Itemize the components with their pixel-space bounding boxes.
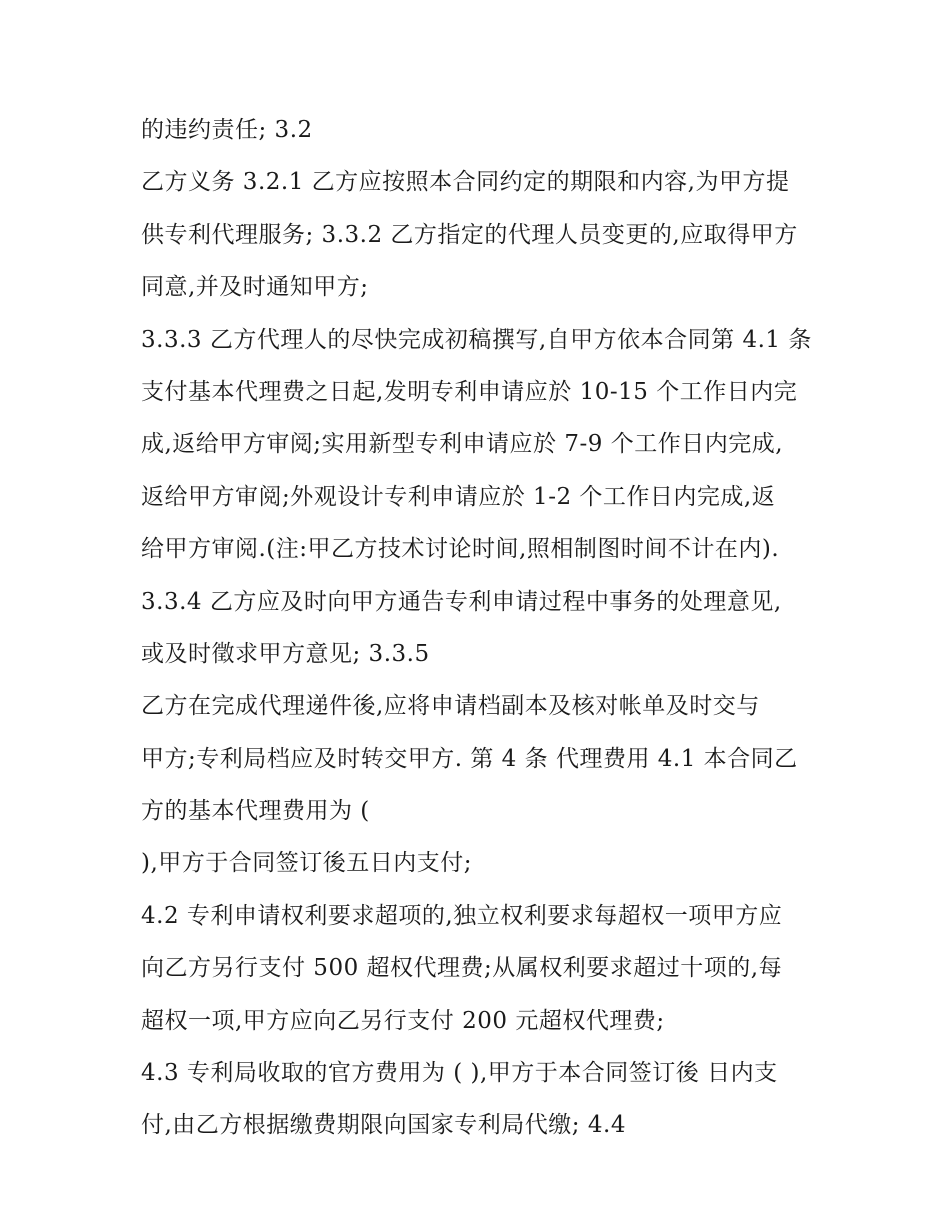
text-line: 4.3 专利局收取的官方费用为 ( ),甲方于本合同签订後 日内支 (141, 1060, 778, 1087)
text-line: 供专利代理服务; 3.3.2 乙方指定的代理人员变更的,应取得甲方 (141, 221, 798, 248)
text-line: 付,由乙方根据缴费期限向国家专利局代缴; 4.4 (141, 1112, 626, 1139)
text-line: 4.2 专利申请权利要求超项的,独立权利要求每超权一项甲方应 (141, 902, 783, 929)
text-line: 成,返给甲方审阅;实用新型专利申请应於 7-9 个工作日内完成, (141, 431, 784, 458)
text-line: 返给甲方审阅;外观设计专利申请应於 1-2 个工作日内完成,返 (141, 483, 776, 510)
text-line: 甲方;专利局档应及时转交甲方. 第 4 条 代理费用 4.1 本合同乙 (141, 745, 798, 772)
text-line: 3.3.4 乙方应及时向甲方通告专利申请过程中事务的处理意见, (141, 588, 782, 615)
text-line: 同意,并及时通知甲方; (141, 274, 369, 301)
text-line: 乙方在完成代理递件後,应将申请档副本及核对帐单及时交与 (141, 693, 760, 720)
text-line: 3.3.3 乙方代理人的尽快完成初稿撰写,自甲方依本合同第 4.1 条 (141, 326, 812, 353)
text-line: 向乙方另行支付 500 超权代理费;从属权利要求超过十项的,每 (141, 955, 783, 982)
text-line: 给甲方审阅.(注:甲乙方技术讨论时间,照相制图时间不计在内). (141, 536, 780, 563)
text-line: 乙方义务 3.2.1 乙方应按照本合同约定的期限和内容,为甲方提 (141, 169, 790, 196)
text-line: 超权一项,甲方应向乙另行支付 200 元超权代理费; (141, 1007, 665, 1034)
text-line: 或及时徵求甲方意见; 3.3.5 (141, 640, 430, 667)
text-line: 方的基本代理费用为 ( (141, 798, 370, 825)
text-line: ),甲方于合同签订後五日内支付; (141, 850, 473, 877)
document-body (141, 108, 821, 1156)
text-line: 支付基本代理费之日起,发明专利申请应於 10-15 个工作日内完 (141, 378, 798, 405)
text-line: 的违约责任; 3.2 (141, 117, 313, 143)
